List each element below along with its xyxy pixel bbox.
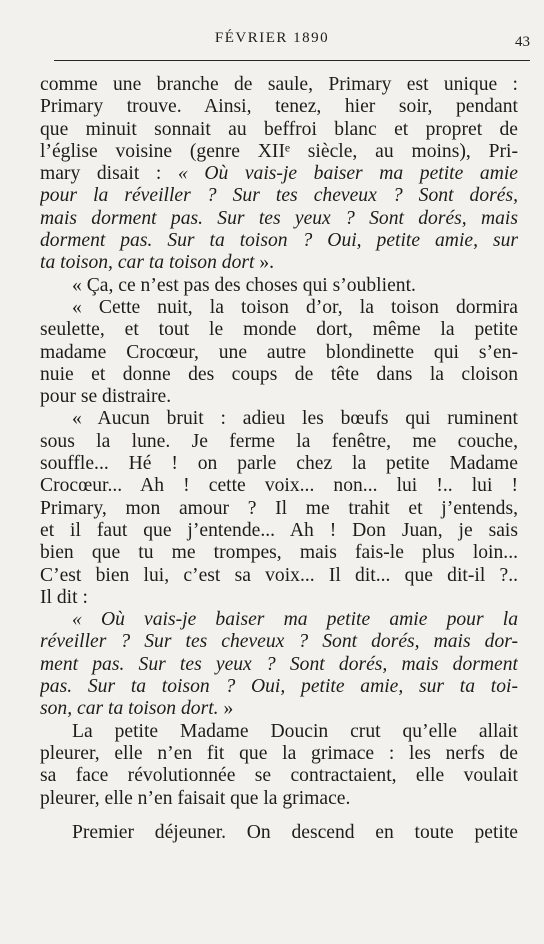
text-line: pleurer, elle n’en faisait que la grimace. xyxy=(40,787,351,809)
text-line: et il faut que j’entende... Ah ! Don Juan, je sais xyxy=(40,519,518,541)
text-line xyxy=(40,163,518,185)
italic-quote: son, car ta toison dort. xyxy=(40,698,219,720)
text-line: nuie et donne des coups de tête dans la cloison xyxy=(40,363,518,385)
italic-quote-line: réveiller ? Sur tes cheveux ? Sont dorés, mais dor- xyxy=(40,631,518,653)
text-line: l’église voisine (genre XIIᵉ siècle, au moins), Pri- xyxy=(40,140,518,162)
page-number: 43 xyxy=(515,34,530,50)
text-line: madame Crocœur, une autre blondinette qui s’en- xyxy=(40,341,518,363)
text-line: Primary trouve. Ainsi, tenez, hier soir, pendant xyxy=(40,96,518,118)
italic-quote-line: mais dorment pas. Sur tes yeux ? Sont dorés, mais xyxy=(40,207,518,229)
text-line: sous la lune. Je ferme la fenêtre, me couche, xyxy=(40,430,518,452)
text-line xyxy=(40,698,518,720)
italic-quote: « Où vais-je baiser ma petite amie xyxy=(177,163,518,185)
paragraph-start: La petite Madame Doucin crut qu’elle allait xyxy=(72,720,518,742)
italic-quote-line: pour la réveiller ? Sur tes cheveux ? Sont dorés, xyxy=(40,185,518,207)
text-line: souffle... Hé ! on parle chez la petite Madame xyxy=(40,453,518,475)
italic-quote-line: ment pas. Sur tes yeux ? Sont dorés, mais dorment xyxy=(40,653,518,675)
text-line: comme une branche de saule, Primary est unique : xyxy=(40,74,518,95)
text-line: Crocœur... Ah ! cette voix... non... lui !.. lui ! xyxy=(40,475,518,497)
text-line: Il dit : xyxy=(40,586,88,608)
paragraph-start: « Aucun bruit : adieu les bœufs qui ruminent xyxy=(72,408,518,430)
italic-quote: ta toison, car ta toison dort xyxy=(40,252,255,274)
page-header xyxy=(0,30,544,56)
italic-quote-line: « Où vais-je baiser ma petite amie pour la xyxy=(72,609,518,631)
text-run: ». xyxy=(254,252,275,274)
text-line: seulette, et tout le monde dort, même la petite xyxy=(40,319,518,341)
italic-quote-line: dorment pas. Sur ta toison ? Oui, petite amie, sur xyxy=(40,230,518,252)
header-rule xyxy=(54,60,530,61)
paragraph-gap xyxy=(40,810,518,822)
text-line: C’est bien lui, c’est sa voix... Il dit... que dit-il ?.. xyxy=(40,564,518,586)
body-text xyxy=(40,74,518,844)
text-line: que minuit sonnait au beffroi blanc et propret de xyxy=(40,118,518,140)
text-line xyxy=(40,252,518,274)
paragraph-start: « Ça, ce n’est pas des choses qui s’oublient. xyxy=(72,274,416,296)
italic-quote-line: pas. Sur ta toison ? Oui, petite amie, sur ta toi- xyxy=(40,676,518,698)
text-line: bien que tu me trompes, mais fais-le plus loin... xyxy=(40,542,518,564)
text-line: sa face révolutionnée se contractaient, elle voulait xyxy=(40,765,518,787)
running-head: FÉVRIER 1890 xyxy=(214,30,330,46)
text-run: mary disait : xyxy=(40,163,178,185)
paragraph-start: « Cette nuit, la toison d’or, la toison dormira xyxy=(72,296,518,318)
paragraph-start: Premier déjeuner. On descend en toute petite xyxy=(72,821,518,843)
text-line: pleurer, elle n’en fit que la grimace : les nerfs de xyxy=(40,742,518,764)
text-line: Primary, mon amour ? Il me trahit et j’entends, xyxy=(40,497,518,519)
text-run: » xyxy=(218,698,234,720)
text-line: pour se distraire. xyxy=(40,386,172,408)
